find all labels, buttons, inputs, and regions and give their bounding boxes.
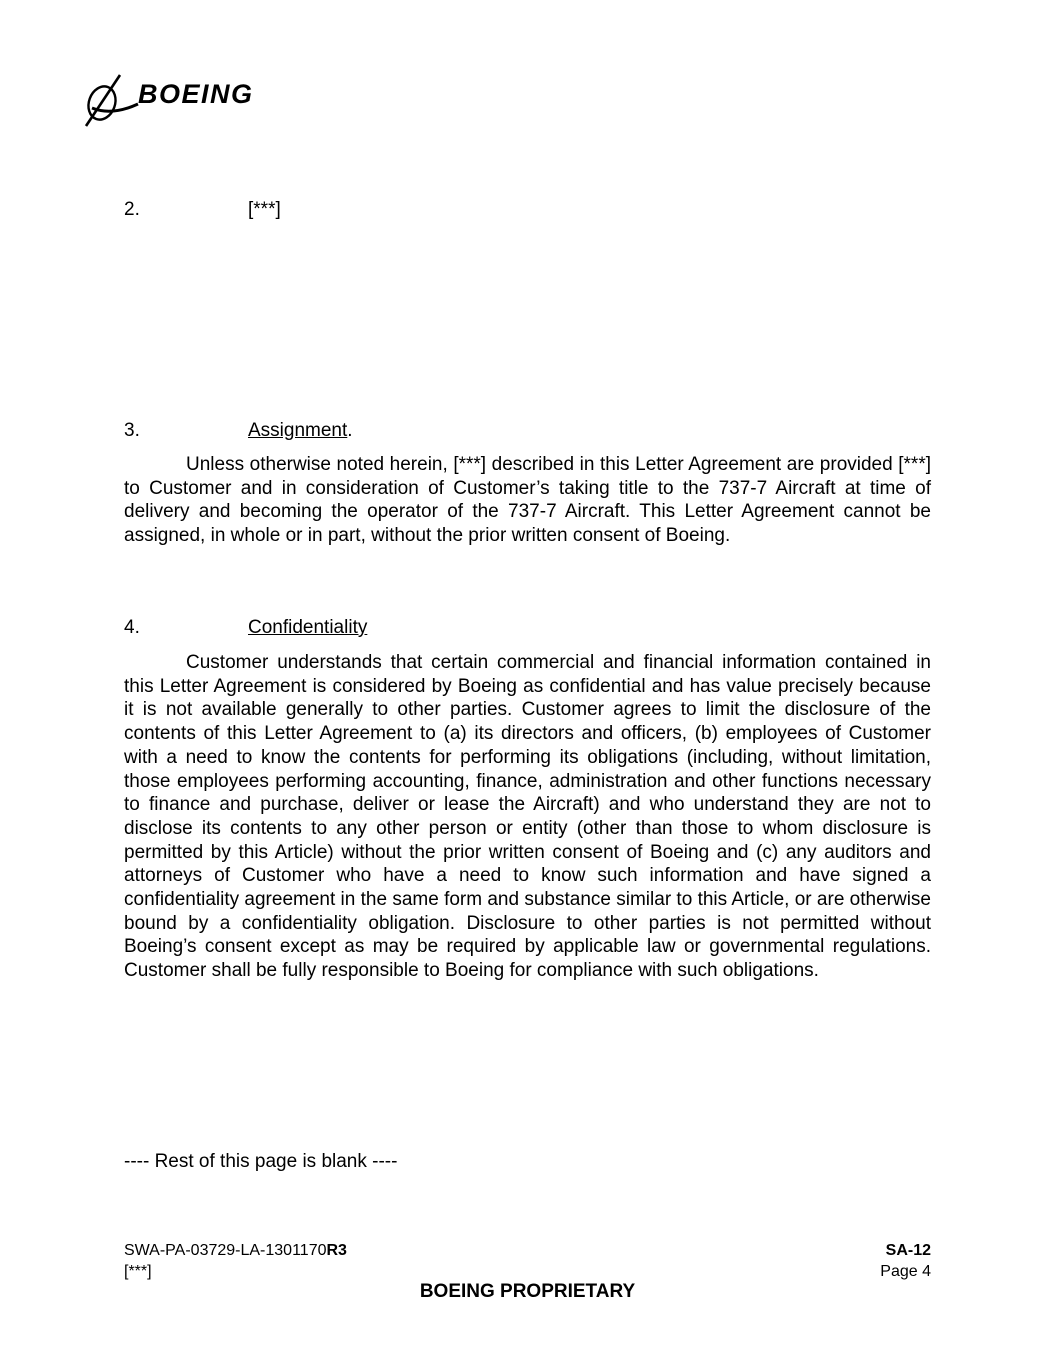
section-3-heading bbox=[124, 419, 353, 442]
section-title-suffix: . bbox=[347, 420, 353, 441]
section-2-heading bbox=[124, 198, 281, 221]
supplement-number: SA-12 bbox=[885, 1242, 931, 1259]
section-number: 4. bbox=[124, 617, 140, 638]
section-number: 2. bbox=[124, 199, 140, 220]
doc-revision: R3 bbox=[326, 1242, 347, 1259]
doc-ref-number: SWA-PA-03729-LA-1301170 bbox=[124, 1242, 327, 1259]
logo-wordmark: BOEING bbox=[138, 79, 254, 109]
boeing-logo bbox=[82, 70, 312, 130]
footer-right bbox=[880, 1240, 931, 1282]
footer-redacted: [***] bbox=[124, 1263, 152, 1280]
assignment-paragraph: Unless otherwise noted herein, [***] described in this Letter Agreement are provided [***] to Customer and in consideration of Customer’s taking title to the 737-7 Aircraft at time of delivery and becoming the operator of the 737-7 Aircraft. This Letter Agreement cannot be assigned, in whole or in part, without the prior written consent of Boeing. bbox=[124, 454, 931, 547]
section-4-heading bbox=[124, 616, 367, 639]
rest-of-page-note: ---- Rest of this page is blank ---- bbox=[124, 1151, 398, 1172]
proprietary-label: BOEING PROPRIETARY bbox=[419, 1281, 636, 1302]
boeing-symbol-icon bbox=[82, 70, 312, 130]
doc-reference bbox=[124, 1240, 347, 1261]
confidentiality-paragraph: Customer understands that certain commercial and financial information contained in this Letter Agreement is considered by Boeing as confidential and has value precisely because it is not available generally to other parties. Customer agrees to limit the disclosure of the contents of this Letter Agreement to (a) its directors and officers, (b) employees of Customer with a need to know the contents for performing its obligations (including, without limitation, those employees performing accounting, finance, administration and other functions necessary to finance and purchase, deliver or lease the Aircraft) and who understand they are not to disclose its contents to any other person or entity (other than those to whom disclosure is permitted by this Article) without the prior written consent of Boeing and (c) any auditors and attorneys of Customer who have a need to know such information and have signed a confidentiality agreement in the same form and substance similar to this Article, or are otherwise bound by a confidentiality obligation. Disclosure to other parties is not permitted without Boeing’s consent except as may be required by applicable law or governmental regulations. Customer shall be fully responsible to Boeing for compliance with such obligations. bbox=[124, 652, 931, 982]
section-title: [***] bbox=[248, 199, 281, 220]
section-title: Confidentiality bbox=[248, 617, 368, 638]
page-number: Page 4 bbox=[880, 1263, 931, 1280]
section-title: Assignment bbox=[248, 420, 348, 441]
section-number: 3. bbox=[124, 420, 140, 441]
footer-left bbox=[124, 1240, 347, 1282]
